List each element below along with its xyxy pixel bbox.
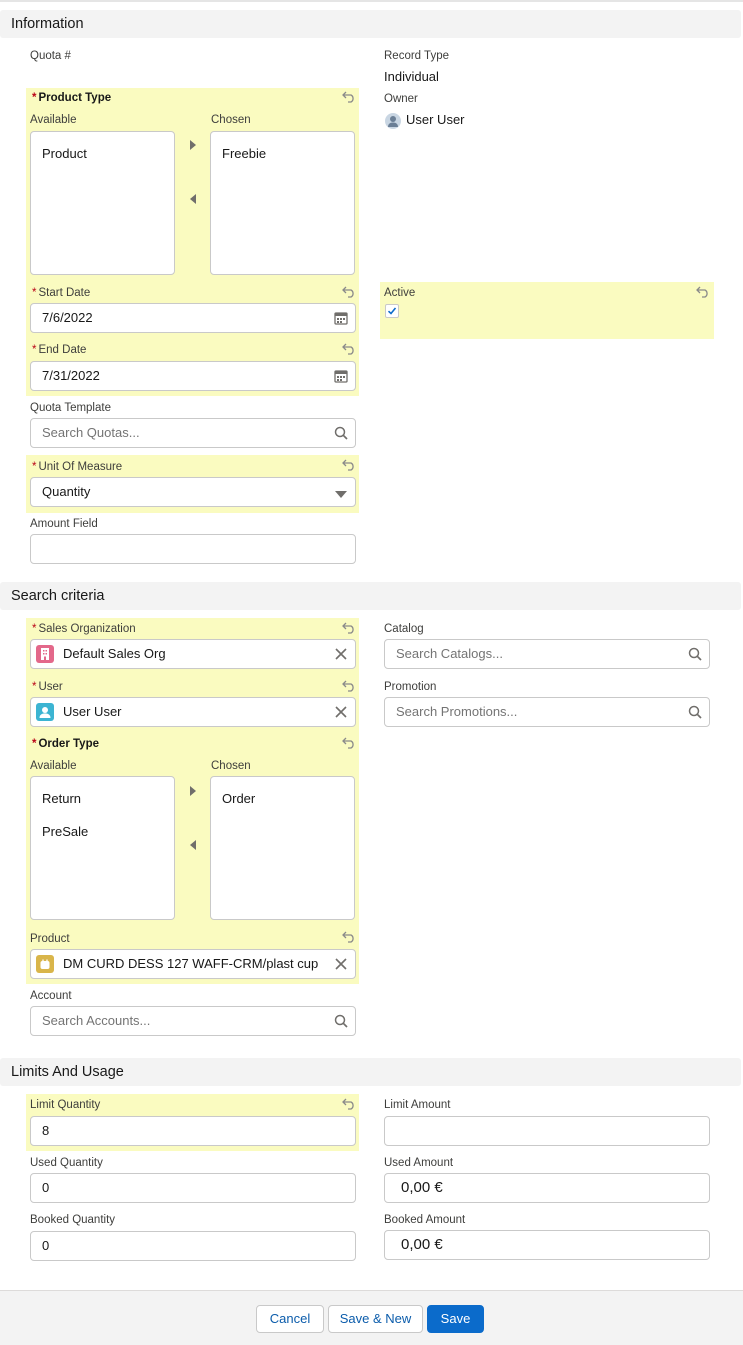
account-input[interactable] <box>30 1006 356 1036</box>
undo-icon[interactable] <box>342 91 356 103</box>
owner-value[interactable]: User User <box>406 112 465 127</box>
booked-quantity-label: Booked Quantity <box>30 1214 116 1226</box>
undo-icon[interactable] <box>342 1098 356 1110</box>
end-date-value: 7/31/2022 <box>42 368 100 383</box>
required-marker: * <box>32 461 37 473</box>
promotion-label: Promotion <box>384 681 437 693</box>
amount-field-label: Amount Field <box>30 518 98 530</box>
listbox-option[interactable]: Product <box>42 146 87 161</box>
used-amount-label: Used Amount <box>384 1157 454 1169</box>
search-icon[interactable] <box>334 1014 348 1028</box>
user-value: User User <box>63 704 122 719</box>
search-icon[interactable] <box>688 705 702 719</box>
active-highlight <box>380 282 714 339</box>
user-lookup[interactable] <box>30 697 356 727</box>
required-marker: * <box>32 738 37 750</box>
required-marker: * <box>32 623 37 635</box>
quota-template-placeholder: Search Quotas... <box>42 425 140 440</box>
booked-amount-input[interactable]: 0,00 € <box>384 1230 710 1260</box>
active-label: Active <box>384 287 416 299</box>
close-icon[interactable] <box>334 705 348 719</box>
start-date-label <box>32 287 90 299</box>
order-type-label-text: Order Type <box>38 738 99 750</box>
unit-of-measure-select[interactable] <box>30 477 356 507</box>
catalog-input[interactable] <box>384 639 710 669</box>
catalog-label: Catalog <box>384 623 424 635</box>
sales-org-value: Default Sales Org <box>63 646 166 661</box>
checkmark-icon <box>386 305 398 317</box>
undo-icon[interactable] <box>342 737 356 749</box>
amount-field-input[interactable] <box>30 534 356 564</box>
section-header-search-criteria[interactable]: Search criteria <box>0 582 741 610</box>
start-date-value: 7/6/2022 <box>42 310 93 325</box>
section-header-information[interactable]: Information <box>0 10 741 38</box>
move-right-icon[interactable] <box>189 786 197 796</box>
promotion-placeholder: Search Promotions... <box>396 704 518 719</box>
product-icon <box>36 955 54 973</box>
close-icon[interactable] <box>334 957 348 971</box>
user-label <box>32 681 63 693</box>
undo-icon[interactable] <box>342 286 356 298</box>
end-date-input[interactable] <box>30 361 356 391</box>
unit-of-measure-label <box>32 461 122 473</box>
limit-quantity-label: Limit Quantity <box>30 1099 101 1111</box>
undo-icon[interactable] <box>342 459 356 471</box>
start-date-input[interactable] <box>30 303 356 333</box>
product-label: Product <box>30 933 70 945</box>
order-type-available-listbox[interactable] <box>30 776 175 920</box>
section-header-limits-usage[interactable]: Limits And Usage <box>0 1058 741 1086</box>
undo-icon[interactable] <box>696 286 710 298</box>
undo-icon[interactable] <box>342 622 356 634</box>
top-divider <box>0 0 743 2</box>
order-type-available-label: Available <box>30 760 77 772</box>
record-type-value: Individual <box>384 69 439 84</box>
used-quantity-input[interactable]: 0 <box>30 1173 356 1203</box>
sales-org-label <box>32 623 136 635</box>
product-value: DM CURD DESS 127 WAFF-CRM/plast cup <box>63 956 319 971</box>
account-placeholder: Search Accounts... <box>42 1013 151 1028</box>
account-label: Account <box>30 990 72 1002</box>
booked-amount-label: Booked Amount <box>384 1214 466 1226</box>
move-left-icon[interactable] <box>189 194 197 204</box>
listbox-option[interactable]: Return <box>42 791 82 806</box>
promotion-input[interactable] <box>384 697 710 727</box>
owner-avatar <box>385 113 401 129</box>
sales-org-label-text: Sales Organization <box>38 623 136 635</box>
product-type-available-label: Available <box>30 114 77 126</box>
limit-amount-label: Limit Amount <box>384 1099 451 1111</box>
search-icon[interactable] <box>688 647 702 661</box>
undo-icon[interactable] <box>342 343 356 355</box>
product-type-chosen-listbox[interactable] <box>210 131 355 275</box>
move-right-icon[interactable] <box>189 140 197 150</box>
product-type-label-text: Product Type <box>38 92 112 104</box>
product-type-available-listbox[interactable] <box>30 131 175 275</box>
used-quantity-label: Used Quantity <box>30 1157 103 1169</box>
used-amount-input[interactable]: 0,00 € <box>384 1173 710 1203</box>
building-icon <box>36 645 54 663</box>
listbox-option[interactable]: Order <box>222 791 256 806</box>
quota-number-label: Quota # <box>30 50 71 62</box>
limit-amount-input[interactable] <box>384 1116 710 1146</box>
product-type-chosen-label: Chosen <box>211 114 251 126</box>
end-date-label <box>32 344 86 356</box>
required-marker: * <box>32 344 37 356</box>
required-marker: * <box>32 287 37 299</box>
user-label-text: User <box>38 681 63 693</box>
calendar-icon[interactable] <box>334 311 348 325</box>
save-button[interactable]: Save <box>427 1305 484 1333</box>
required-marker: * <box>32 681 37 693</box>
quota-template-input[interactable] <box>30 418 356 448</box>
undo-icon[interactable] <box>342 931 356 943</box>
save-and-new-button[interactable]: Save & New <box>328 1305 423 1333</box>
user-icon <box>36 703 54 721</box>
required-marker: * <box>32 92 37 104</box>
start-date-label-text: Start Date <box>38 287 91 299</box>
listbox-option[interactable]: Freebie <box>222 146 267 161</box>
unit-of-measure-label-text: Unit Of Measure <box>38 461 123 473</box>
order-type-label <box>32 738 99 750</box>
order-type-chosen-listbox[interactable] <box>210 776 355 920</box>
listbox-option[interactable]: PreSale <box>42 824 89 839</box>
limit-quantity-input[interactable]: 8 <box>30 1116 356 1146</box>
product-type-label <box>32 92 111 104</box>
record-type-label: Record Type <box>384 50 449 62</box>
undo-icon[interactable] <box>342 680 356 692</box>
order-type-chosen-label: Chosen <box>211 760 251 772</box>
catalog-placeholder: Search Catalogs... <box>396 646 503 661</box>
calendar-icon[interactable] <box>334 369 348 383</box>
end-date-label-text: End Date <box>38 344 87 356</box>
active-checkbox[interactable] <box>385 304 399 318</box>
cancel-button[interactable]: Cancel <box>256 1305 324 1333</box>
owner-label: Owner <box>384 93 418 105</box>
move-left-icon[interactable] <box>189 840 197 850</box>
product-lookup[interactable] <box>30 949 356 979</box>
unit-of-measure-value: Quantity <box>42 484 91 499</box>
avatar-icon <box>385 113 401 129</box>
quota-template-label: Quota Template <box>30 402 111 414</box>
search-icon[interactable] <box>334 426 348 440</box>
booked-quantity-input[interactable]: 0 <box>30 1231 356 1261</box>
chevron-down-icon[interactable] <box>334 488 348 502</box>
sales-org-lookup[interactable] <box>30 639 356 669</box>
close-icon[interactable] <box>334 647 348 661</box>
